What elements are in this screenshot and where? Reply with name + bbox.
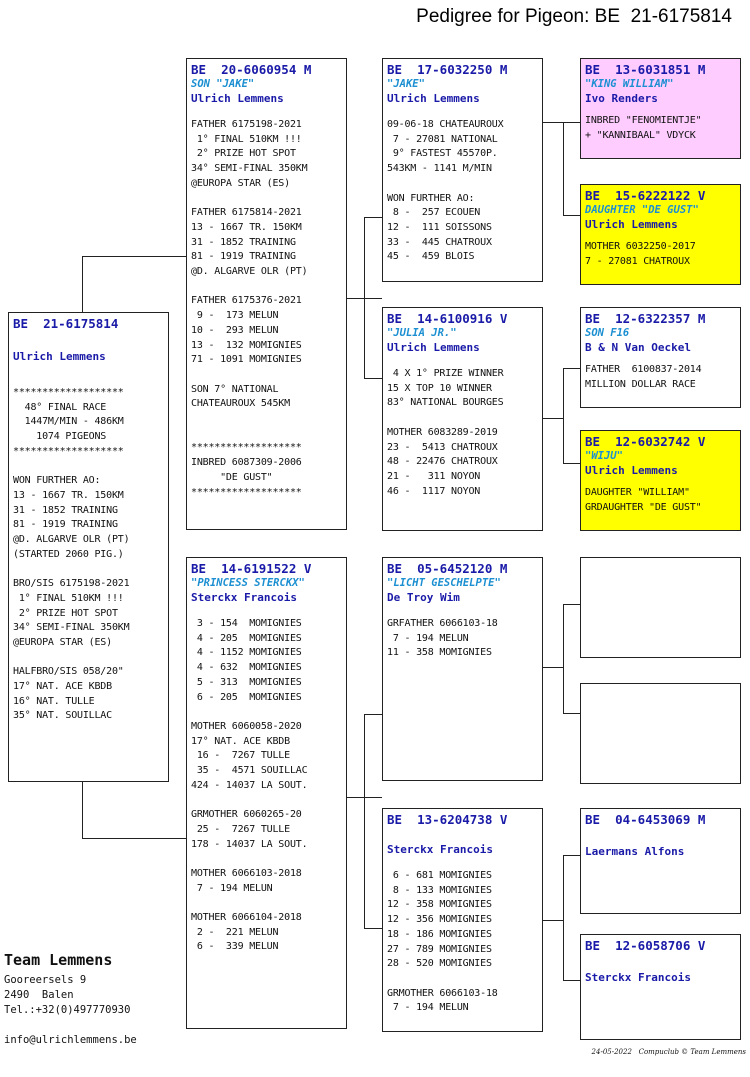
connector-line — [364, 217, 365, 298]
pigeon-nickname: DAUGHTER "DE GUST" — [585, 204, 699, 216]
paternal-grandfather-card[interactable] — [382, 58, 543, 282]
connector-line — [364, 797, 365, 928]
connector-line — [563, 215, 581, 216]
connector-line — [364, 714, 365, 797]
connector-line — [563, 855, 581, 856]
pigeon-results: DAUGHTER "WILLIAM" GRDAUGHTER "DE GUST" — [585, 487, 702, 513]
ring-number: BE 13-6031851 M — [585, 62, 706, 77]
great-grandparent-card-4[interactable] — [580, 430, 741, 531]
pigeon-results: FATHER 6100837-2014 MILLION DOLLAR RACE — [585, 364, 702, 390]
connector-line — [563, 368, 581, 369]
ring-number: BE 14-6191522 V — [191, 561, 312, 576]
connector-line — [364, 714, 382, 715]
connector-line — [364, 928, 382, 929]
pigeon-nickname: "LICHT GESCHELPTE" — [387, 577, 501, 589]
connector-line — [563, 604, 581, 605]
ring-number: BE 04-6453069 M — [585, 812, 706, 827]
team-email-link[interactable]: info@ulrichlemmens.be — [4, 1034, 137, 1046]
ring-number: BE 21-6175814 — [13, 316, 119, 331]
pigeon-nickname: "WIJU" — [585, 450, 623, 462]
great-grandparent-card-7[interactable] — [580, 808, 741, 914]
ring-number: BE 17-6032250 M — [387, 62, 508, 77]
pigeon-results: MOTHER 6032250-2017 7 - 27081 CHATROUX — [585, 241, 696, 267]
pigeon-nickname: "PRINCESS STERCKX" — [191, 577, 305, 589]
connector-line — [542, 667, 564, 668]
ring-number: BE 13-6204738 V — [387, 812, 508, 827]
breeder-name: Sterckx Francois — [387, 843, 493, 856]
ring-number: BE 12-6032742 V — [585, 434, 706, 449]
paternal-grandmother-card[interactable] — [382, 307, 543, 531]
connector-line — [542, 122, 564, 123]
great-grandparent-card-5[interactable] — [580, 557, 741, 658]
breeder-name: De Troy Wim — [387, 591, 460, 604]
connector-line — [82, 838, 187, 839]
pigeon-nickname: SON F16 — [585, 327, 630, 339]
pigeon-results: 6 - 681 MOMIGNIES 8 - 133 MOMIGNIES 12 - 358 MOMIGNIES 12 - 356 MOMIGNIES 18 - 186 MOMIGNIES 27 - 789 MOMIGNIES 28 - 520 MOMIGNIES GRMOTHER 6066103-18 7 - 194 MELUN — [387, 870, 498, 1014]
connector-line — [82, 256, 83, 312]
team-name: Team Lemmens — [4, 951, 113, 969]
ring-number: BE 05-6452120 M — [387, 561, 508, 576]
ring-number: BE 12-6058706 V — [585, 938, 706, 953]
great-grandparent-card-6[interactable] — [580, 683, 741, 784]
breeder-name: Ulrich Lemmens — [13, 350, 106, 363]
ring-number: BE 20-6060954 M — [191, 62, 312, 77]
great-grandparent-card-2[interactable] — [580, 184, 741, 285]
subject-pigeon-card[interactable] — [8, 312, 169, 782]
page-title: Pedigree for Pigeon: BE 21-6175814 — [416, 6, 732, 27]
great-grandparent-card-1[interactable] — [580, 58, 741, 159]
breeder-name: Sterckx Francois — [585, 971, 691, 984]
pigeon-results: 09-06-18 CHATEAUROUX 7 - 27081 NATIONAL 9° FASTEST 45570P. 543KM - 1141 M/MIN WON FURTHER AO: 8 - 257 ECOUEN 12 - 111 SOISSONS 33 - 445 CHATROUX 45 - 459 BLOIS — [387, 119, 504, 263]
great-grandparent-card-3[interactable] — [580, 307, 741, 408]
pigeon-nickname: "JULIA JR." — [387, 327, 457, 339]
connector-line — [563, 463, 581, 464]
father-card[interactable] — [186, 58, 347, 530]
breeder-name: Ulrich Lemmens — [585, 464, 678, 477]
pigeon-nickname: SON "JAKE" — [191, 78, 255, 90]
connector-line — [82, 256, 187, 257]
connector-line — [364, 298, 365, 378]
connector-line — [563, 170, 564, 215]
great-grandparent-card-8[interactable] — [580, 934, 741, 1040]
ring-number: BE 14-6100916 V — [387, 311, 508, 326]
breeder-name: Ulrich Lemmens — [387, 92, 480, 105]
breeder-name: Ulrich Lemmens — [191, 92, 284, 105]
connector-line — [563, 980, 581, 981]
team-address: Gooreersels 9 2490 Balen Tel.:+32(0)497770930 — [4, 974, 131, 1016]
breeder-name: Sterckx Francois — [191, 591, 297, 604]
connector-line — [563, 122, 564, 170]
pigeon-results: ******************* 48° FINAL RACE 1447M/MIN - 486KM 1074 PIGEONS ******************* WON FURTHER AO: 13 - 1667 TR. 150KM 31 - 1852 TRAINING 81 - 1919 TRAINING @D. ALGARVE OLR (PT) (STARTED 2060 PIG.) BRO/SIS 6175198-2021 1° FINAL 510KM !!! 2° PRIZE HOT SPOT 34° SEMI-FINAL 350KM @EUROPA STAR (ES) HALFBRO/SIS 058/20" 17° NAT. ACE KBDB 16° NAT. TULLE 35° NAT. SOUILLAC — [13, 387, 130, 722]
connector-line — [563, 713, 581, 714]
maternal-grandmother-card[interactable] — [382, 808, 543, 1032]
connector-line — [542, 920, 564, 921]
pigeon-nickname: "JAKE" — [387, 78, 425, 90]
pigeon-results: FATHER 6175198-2021 1° FINAL 510KM !!! 2° PRIZE HOT SPOT 34° SEMI-FINAL 350KM @EUROPA STAR (ES) FATHER 6175814-2021 13 - 1667 TR. 150KM 31 - 1852 TRAINING 81 - 1919 TRAINING @D. ALGARVE OLR (PT) FATHER 6175376-2021 9 - 173 MELUN 10 - 293 MELUN 13 - 132 MOMIGNIES 71 - 1091 MOMIGNIES SON 7° NATIONAL CHATEAUROUX 545KM ******************* INBRED 6087309-2006 "DE GUST" ******************* — [191, 119, 308, 498]
connector-line — [563, 855, 564, 981]
connector-line — [364, 378, 382, 379]
connector-line — [563, 604, 564, 713]
pigeon-results: 3 - 154 MOMIGNIES 4 - 205 MOMIGNIES 4 - 1152 MOMIGNIES 4 - 632 MOMIGNIES 5 - 313 MOMIGNIES 6 - 205 MOMIGNIES MOTHER 6060058-2020 17° NAT. ACE KBDB 16 - 7267 TULLE 35 - 4571 SOUILLAC 424 - 14037 LA SOUT. GRMOTHER 6060265-20 25 - 7267 TULLE 178 - 14037 LA SOUT. MOTHER 6066103-2018 7 - 194 MELUN MOTHER 6066104-2018 2 - 221 MELUN 6 - 339 MELUN — [191, 618, 308, 953]
connector-line — [563, 122, 581, 123]
ring-number: BE 15-6222122 V — [585, 188, 706, 203]
pigeon-results: GRFATHER 6066103-18 7 - 194 MELUN 11 - 358 MOMIGNIES — [387, 618, 498, 659]
connector-line — [542, 418, 564, 419]
connector-line — [364, 217, 382, 218]
breeder-name: Ulrich Lemmens — [585, 218, 678, 231]
mother-card[interactable] — [186, 557, 347, 1029]
ring-number: BE 12-6322357 M — [585, 311, 706, 326]
print-stamp: 24-05-2022 Compuclub © Team Lemmens — [591, 1048, 746, 1056]
pigeon-results: INBRED "FENOMIENTJE" + "KANNIBAAL" VDYCK — [585, 115, 702, 141]
pigeon-nickname: "KING WILLIAM" — [585, 78, 674, 90]
breeder-name: Ulrich Lemmens — [387, 341, 480, 354]
breeder-name: Laermans Alfons — [585, 845, 685, 858]
pigeon-results: 4 X 1° PRIZE WINNER 15 X TOP 10 WINNER 83° NATIONAL BOURGES MOTHER 6083289-2019 23 - 5413 CHATROUX 48 - 22476 CHATROUX 21 - 311 NOYON 46 - 1117 NOYON — [387, 368, 504, 497]
connector-line — [82, 782, 83, 838]
breeder-name: Ivo Renders — [585, 92, 658, 105]
connector-line — [563, 368, 564, 464]
breeder-name: B & N Van Oeckel — [585, 341, 691, 354]
maternal-grandfather-card[interactable] — [382, 557, 543, 781]
